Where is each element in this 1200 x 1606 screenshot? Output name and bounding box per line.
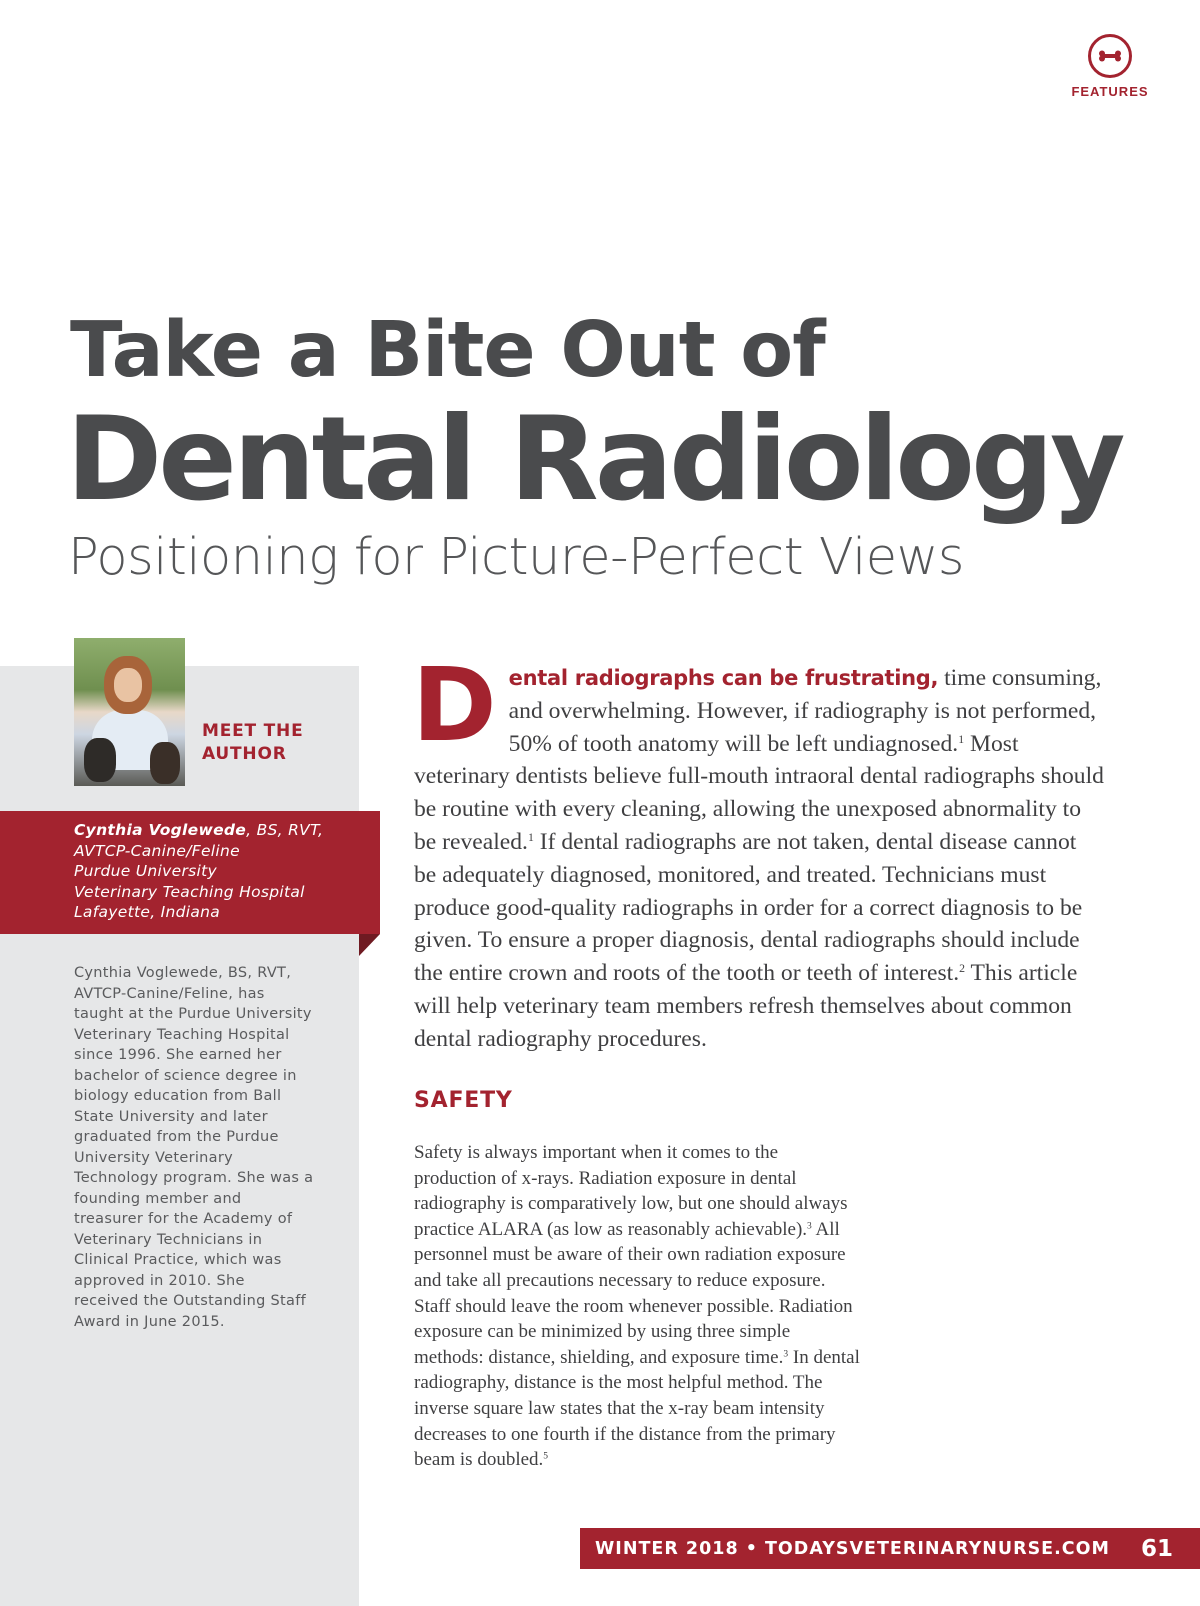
safety-heading: SAFETY bbox=[414, 1088, 513, 1113]
safety-paragraph: Safety is always important when it comes to the production of x-rays. Radiation exposure in dental radiography is comparatively low, but one should always practice ALARA (as low as reasonably achievable).$^3$ All personnel must be aware of their own radiation exposure and take all precautions necessary to reduce exposure. Staff should leave the room whenever possible. Radiation exposure can be minimized by using three simple methods: distance, shielding, and exposure time.$^3$ In dental radiography, distance is the most helpful method. The inverse square law states that the x-ray beam intensity decreases to one fourth if the distance from the primary beam is doubled.$^5$ bbox=[414, 1142, 860, 1471]
credit-line: AVTCP-Canine/Feline bbox=[74, 841, 240, 860]
reference: 2 bbox=[959, 960, 966, 975]
author-name: Cynthia Voglewede bbox=[74, 821, 247, 839]
author-credits bbox=[74, 820, 364, 923]
credit-line: Lafayette, Indiana bbox=[74, 903, 221, 921]
reference: 3 bbox=[783, 1349, 789, 1360]
author-credentials: , BS, RVT, bbox=[246, 821, 324, 839]
subtitle: Positioning for Picture-Perfect Views bbox=[68, 528, 964, 587]
headline-line-1: Take a Bite Out of bbox=[70, 306, 825, 395]
section-label: FEATURES bbox=[1071, 84, 1149, 99]
page-number: 61 bbox=[1140, 1535, 1173, 1562]
reference: 5 bbox=[543, 1451, 549, 1462]
reference: 1 bbox=[958, 731, 965, 746]
band-fold bbox=[359, 934, 380, 956]
author-photo bbox=[74, 638, 185, 786]
drop-cap: D bbox=[412, 646, 497, 765]
credit-line: Purdue University bbox=[74, 862, 217, 880]
reference: 1 bbox=[527, 829, 534, 844]
lead-in: ental radiographs can be frustrating, bbox=[508, 666, 939, 690]
section-badge bbox=[1060, 34, 1160, 99]
headline-line-2: Dental Radiology bbox=[66, 392, 1122, 527]
bone-icon bbox=[1088, 34, 1132, 78]
footer-issue-url: WINTER 2018 • TODAYSVETERINARYNURSE.COM bbox=[595, 1538, 1110, 1559]
credit-line: Veterinary Teaching Hospital bbox=[74, 882, 305, 901]
author-bio: Cynthia Voglewede, BS, RVT, AVTCP-Canine/Feline, has taught at the Purdue University Veterinary Teaching Hospital since 1996. She earned her bachelor of science degree in biology education from Ball State University and later graduated from the Purdue University Veterinary Technology program. She was a founding member and treasurer for the Academy of Veterinary Technicians in Clinical Practice, which was approved in 2010. She received the Outstanding Staff Award in June 2015. bbox=[74, 965, 314, 1330]
intro-paragraph: Dental radiographs can be frustrating, time consuming, and overwhelming. However, if radiography is not performed, 50% of tooth anatomy will be left undiagnosed.$^1$ Most veterinary dentists believe full-mouth intraoral dental radiographs should be routine with every cleaning, allowing the unexposed abnormality to be revealed.$^1$ If dental radiographs are not taken, dental disease cannot be adequately diagnosed, monitored, and treated. Technicians must produce good-quality radiographs in order for a correct diagnosis to be given. To ensure a proper diagnosis, dental radiographs should include the entire crown and roots of the tooth or teeth of interest.$^2$ This article will help veterinary team members refresh themselves about common dental radiography procedures. bbox=[412, 646, 1104, 1052]
meet-the-author-heading: MEET THE AUTHOR bbox=[202, 721, 304, 764]
page-footer bbox=[580, 1528, 1200, 1569]
reference: 3 bbox=[807, 1221, 812, 1232]
